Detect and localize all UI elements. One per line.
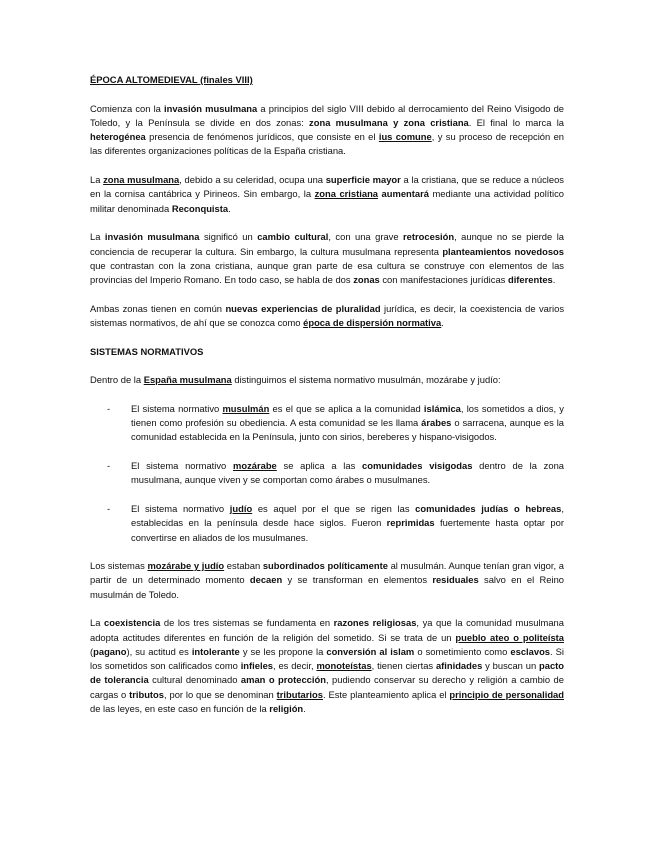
document-page bbox=[90, 73, 564, 716]
paragraph-pluralidad bbox=[90, 302, 564, 331]
text-run: se aplica a las bbox=[276, 460, 363, 472]
bold-term: zonas bbox=[353, 274, 380, 286]
bold-term: zona musulmana bbox=[103, 174, 180, 186]
text-run: , es decir, bbox=[273, 660, 317, 672]
bold-term: judío bbox=[229, 502, 253, 514]
bold-term: razones religiosas bbox=[333, 617, 417, 629]
bold-term: diferentes bbox=[507, 274, 553, 286]
text-run: Dentro de la bbox=[90, 374, 144, 386]
list-item-musulman bbox=[90, 402, 564, 445]
text-run: El sistema normativo bbox=[131, 460, 233, 472]
bold-term: retrocesión bbox=[403, 231, 455, 243]
bold-term: zona musulmana y zona cristiana bbox=[309, 116, 469, 128]
text-run: , debido a su celeridad, ocupa una bbox=[179, 174, 326, 186]
text-run: que contrastan con la zona cristiana, aunque gran parte de esa cultura se construye con elementos de las provincias del Imperio Romano. En todo caso, se habla de dos bbox=[90, 259, 564, 286]
text-run: y se les propone la bbox=[239, 645, 327, 657]
text-run: El sistema normativo bbox=[131, 502, 230, 514]
bold-term: heterogénea bbox=[90, 131, 146, 143]
bold-term: árabes bbox=[421, 417, 452, 429]
bold-term: cambio cultural bbox=[257, 231, 329, 243]
text-run: fuertemente hasta optar por convertirse en aliados de los musulmanes. bbox=[131, 517, 564, 543]
text-run: ( bbox=[90, 645, 94, 657]
bold-term: Reconquista bbox=[171, 202, 229, 214]
paragraph-zona-musulmana bbox=[90, 173, 564, 216]
bold-term: musulmán bbox=[222, 402, 270, 414]
text-run: con manifestaciones jurídicas bbox=[379, 274, 508, 286]
text-run: a la cristiana, que se reduce a núcleos en la cornisa cantábrica y Pirineos. Sin embargo, la bbox=[90, 174, 564, 200]
paragraph-intro bbox=[90, 102, 564, 159]
text-run: a principios del siglo VIII debido al derrocamiento del Reino Visigodo de Toledo, y la Península se divide en dos zonas: bbox=[90, 102, 565, 128]
bold-term: época de dispersión normativa bbox=[303, 317, 442, 329]
bold-term: pueblo ateo o politeísta bbox=[455, 631, 564, 643]
text-run: . Si los sometidos son calificados como bbox=[90, 645, 565, 672]
bold-term: infieles bbox=[240, 660, 274, 672]
bold-term: esclavos bbox=[510, 645, 551, 657]
bold-term: intolerante bbox=[191, 645, 240, 657]
bold-term: afinidades bbox=[435, 660, 483, 672]
bold-term: conversión al islam bbox=[326, 645, 415, 657]
text-run: distinguimos el sistema normativo musulmán, mozárabe y judío: bbox=[231, 374, 501, 386]
bold-term: comunidades judías o hebreas bbox=[415, 502, 562, 514]
paragraph-subordinados bbox=[90, 559, 564, 602]
text-run: , ya que la comunidad musulmana adopta actitudes diferentes en función de la religión del sometido. Si se trata de un bbox=[90, 617, 564, 643]
bold-term: coexistencia bbox=[104, 617, 161, 629]
bold-term: invasión musulmana bbox=[164, 102, 258, 114]
text-run: dentro de la zona musulmana, aunque viven y se comportan como árabes o musulmanes. bbox=[131, 460, 564, 486]
bold-term: mozárabe y judío bbox=[147, 560, 225, 572]
bold-term: principio de personalidad bbox=[449, 688, 564, 700]
paragraph-espana-musulmana bbox=[90, 373, 564, 387]
bold-term: subordinados políticamente bbox=[262, 560, 388, 572]
text-run: . bbox=[552, 274, 556, 286]
text-run: estaban bbox=[224, 560, 263, 572]
text-run: salvo en el Reino musulmán de Toledo. bbox=[90, 574, 565, 600]
text-run: de las leyes, en este caso en función de la bbox=[90, 703, 270, 715]
bold-term: pacto de tolerancia bbox=[90, 660, 565, 686]
bold-term: superficie mayor bbox=[325, 174, 401, 186]
bold-term: planteamientos novedosos bbox=[442, 245, 564, 257]
text-run: presencia de fenómenos jurídicos, que consiste en el bbox=[145, 131, 379, 143]
bold-term: tributos bbox=[129, 688, 164, 700]
bold-term: comunidades visigodas bbox=[362, 460, 473, 472]
bold-term: residuales bbox=[432, 574, 479, 586]
text-run: Comienza con la bbox=[90, 102, 164, 114]
systems-list bbox=[90, 402, 564, 545]
bold-term: aman o protección bbox=[240, 674, 326, 686]
text-run: El sistema normativo bbox=[131, 402, 223, 414]
text-run: . Este planteamiento aplica el bbox=[322, 688, 450, 700]
text-run: . bbox=[228, 202, 231, 214]
subsection-heading: SISTEMAS NORMATIVOS bbox=[90, 345, 204, 357]
bold-term: pagano bbox=[93, 645, 127, 657]
text-run: es el que se aplica a la comunidad bbox=[269, 402, 424, 414]
dash-bullet: - bbox=[107, 460, 111, 472]
text-run: La bbox=[90, 617, 104, 629]
text-run: La bbox=[90, 174, 104, 186]
paragraph-invasion bbox=[90, 230, 564, 287]
bold-term: nuevas experiencias de pluralidad bbox=[225, 302, 381, 314]
text-run: , los sometidos a dios, y tienen como profesión su obediencia. A esta comunidad se les llama bbox=[131, 402, 564, 429]
text-run: , aunque no se pierde la conciencia de recuperar la cultura. Sin embargo, la cultura musulmana representa bbox=[90, 231, 564, 257]
text-run: y buscan un bbox=[482, 660, 539, 672]
text-run: al musulmán. Aunque tenían gran vigor, a partir de un determinado momento bbox=[90, 560, 564, 586]
dash-bullet: - bbox=[107, 402, 111, 414]
text-run: , por lo que se denominan bbox=[164, 688, 277, 700]
text-run: , con una grave bbox=[328, 231, 404, 243]
bold-term: religión bbox=[269, 703, 304, 715]
bold-term: islámica bbox=[423, 402, 461, 414]
text-run: . El final lo marca la bbox=[468, 116, 564, 128]
text-run: mediante una actividad político militar denominada bbox=[90, 188, 564, 214]
paragraph-coexistencia bbox=[90, 616, 564, 716]
bold-term: ius comune bbox=[378, 131, 432, 143]
bold-term: reprimidas bbox=[386, 517, 435, 529]
section-heading: ÉPOCA ALTOMEDIEVAL (finales VIII) bbox=[90, 74, 253, 85]
text-run: jurídica, es decir, la coexistencia de varios sistemas normativos, de ahí que se conozca como bbox=[90, 302, 565, 329]
bold-term: decaen bbox=[249, 574, 283, 586]
text-run: , tienen ciertas bbox=[371, 660, 436, 672]
list-item-judio bbox=[90, 502, 564, 545]
text-run: o sarracena, aunque es la comunidad establecida en la Península, junto con sirios, bereberes y hispano-visigodos. bbox=[131, 417, 564, 443]
text-run: ), su actitud es bbox=[126, 645, 192, 657]
list-item-mozarabe bbox=[90, 459, 564, 488]
text-run: Los sistemas bbox=[90, 560, 148, 572]
text-run: . bbox=[303, 703, 306, 715]
bold-term: tributarios bbox=[276, 688, 323, 700]
text-run: , y su proceso de recepción en las diferentes organizaciones políticas de la España cristiana. bbox=[90, 131, 565, 157]
text-run: . bbox=[441, 317, 444, 329]
bold-term: aumentará bbox=[381, 188, 429, 200]
text-run: es aquel por el que se rigen las bbox=[252, 502, 416, 514]
text-run: , establecidas en la península desde hace siglos. Fueron bbox=[131, 502, 564, 529]
text-run: cultural denominado bbox=[148, 674, 241, 686]
text-run: Ambas zonas tienen en común bbox=[90, 302, 226, 314]
bold-term: mozárabe bbox=[233, 460, 277, 472]
bold-term: zona cristiana bbox=[314, 188, 379, 200]
text-run: o sometimiento como bbox=[414, 645, 511, 657]
text-run: , pudiendo conservar su derecho y religión a cambio de cargas o bbox=[90, 674, 564, 700]
text-run: significó un bbox=[199, 231, 258, 243]
text-run: de los tres sistemas se fundamenta en bbox=[160, 617, 334, 629]
bold-term: España musulmana bbox=[143, 374, 232, 386]
bold-term: monoteístas bbox=[316, 660, 372, 672]
dash-bullet: - bbox=[107, 502, 111, 514]
text-run: y se transforman en elementos bbox=[282, 574, 433, 586]
bold-term: invasión musulmana bbox=[104, 231, 200, 243]
text-run: La bbox=[90, 231, 105, 243]
